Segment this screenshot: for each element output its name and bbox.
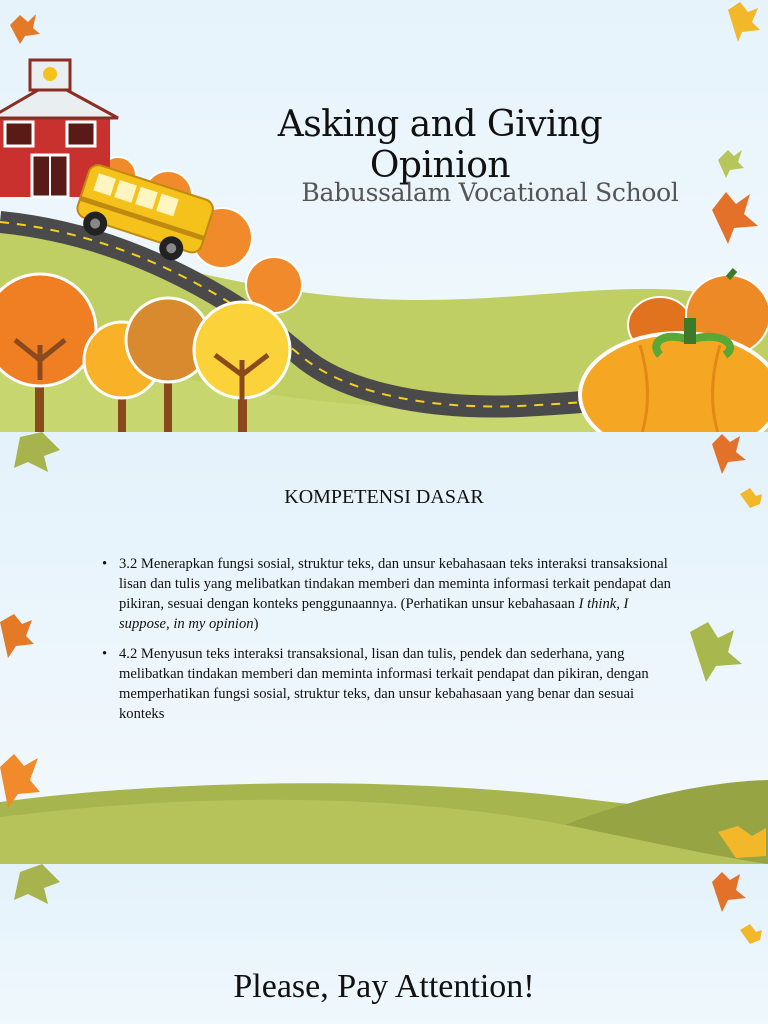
closing-slide <box>0 864 768 1024</box>
closing-message: Please, Pay Attention! <box>233 968 535 1005</box>
presentation-subtitle: Babussalam Vocational School <box>301 178 679 207</box>
leaf-icon <box>0 614 34 658</box>
leaf-icon <box>712 192 758 244</box>
competency-text: 4.2 Menyusun teks interaksi transaksional, lisan dan tulis, pendek dan sederhana, yang melibatkan tindakan memberi dan meminta informasi terkait pendapat dan pikiran, dengan memperhatikan fungsi sosial, struktur teks, dan unsur kebahasaan yang benar dan sesuai konteks <box>119 646 649 722</box>
autumn-landscape-illustration <box>0 0 768 432</box>
leaf-icon <box>690 622 742 682</box>
presentation-title: Asking and Giving Opinion <box>277 104 603 186</box>
competency-text: 3.2 Menerapkan fungsi sosial, struktur teks, dan unsur kebahasaan teks interaksi transaksional lisan dan tulis yang melibatkan tindakan memberi dan meminta informasi terkait pendapat dan pikiran, sesuai dengan konteks penggunaannya. (Perhatikan unsur kebahasaan <box>119 556 671 612</box>
title-slide <box>0 0 768 432</box>
leaf-icon <box>740 924 762 944</box>
competency-text-tail: ) <box>253 616 259 632</box>
leaf-icon <box>718 150 744 178</box>
competency-slide <box>0 432 768 864</box>
bell-icon <box>43 67 57 81</box>
leaf-icon <box>712 434 746 474</box>
bullet-icon: • <box>102 556 108 572</box>
leaf-icon <box>712 872 746 912</box>
section-heading: KOMPETENSI DASAR <box>284 486 484 508</box>
list-item <box>102 644 672 724</box>
competency-italic-text: I think, I suppose, in my opinion <box>119 596 629 632</box>
leaf-icon <box>728 2 760 42</box>
list-item <box>102 554 672 634</box>
leaf-icon <box>14 864 60 904</box>
leaf-icon <box>10 14 40 44</box>
leaf-icon <box>14 432 60 472</box>
competency-list <box>102 554 672 734</box>
bullet-icon: • <box>102 646 108 662</box>
